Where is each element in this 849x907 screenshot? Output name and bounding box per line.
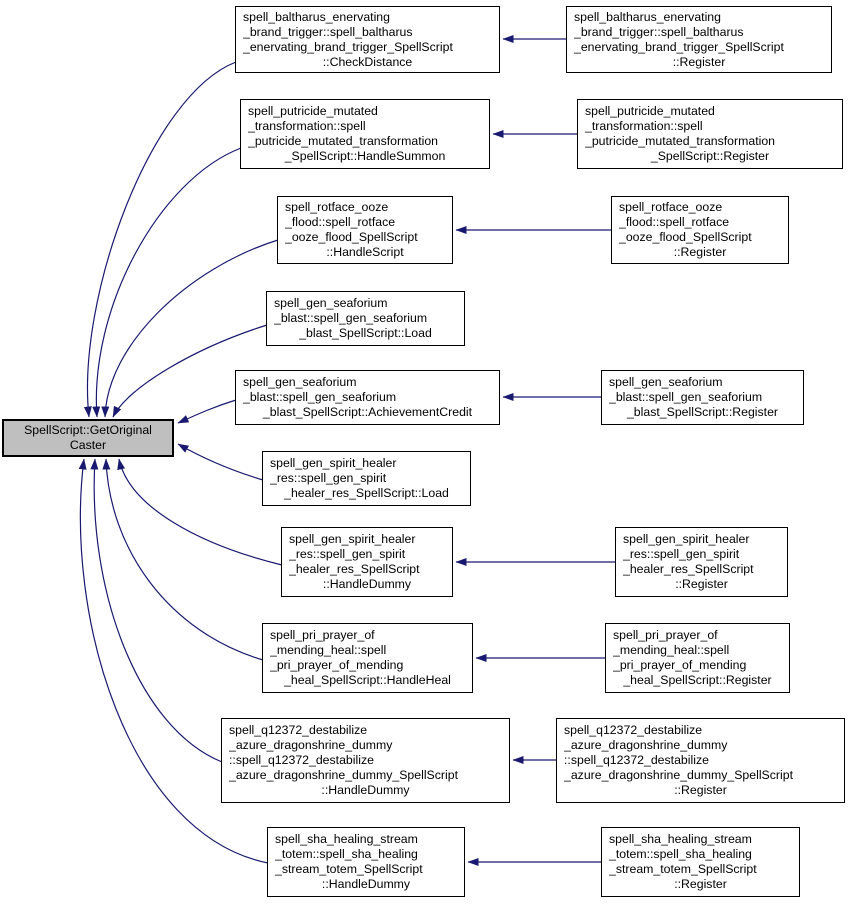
node-label-line: _flood::spell_rotface [619, 215, 730, 229]
node-label-line: spell_q12372_destabilize [229, 723, 368, 737]
node-label-line: spell_baltharus_enervating [243, 9, 390, 24]
node-label-line: _blast_SpellScript::Load [299, 326, 432, 340]
node-label-line: _SpellScript::HandleSummon [284, 149, 446, 163]
node-label-line: ::HandleDummy [322, 577, 412, 591]
graph-node-q12372_handledummy[interactable] [221, 718, 510, 803]
node-label-line: spell_gen_spirit_healer [623, 532, 750, 546]
edge-spirithealer_load-to-getoriginalcaster [178, 444, 263, 480]
node-label-line: _mending_heal::spell [613, 643, 730, 657]
node-label-line: _healer_res_SpellScript::Load [284, 486, 449, 500]
node-label-line: spell_rotface_ooze [619, 200, 723, 214]
node-label-line: _heal_SpellScript::Register [623, 673, 772, 687]
node-label-line: _res::spell_gen_spirit [289, 547, 406, 561]
node-label-line: _flood::spell_rotface [285, 215, 396, 229]
node-label-line: _totem::spell_sha_healing [609, 847, 752, 861]
node-label-line: _blast::spell_gen_seaforium [274, 311, 428, 325]
node-label-line: spell_pri_prayer_of [613, 628, 718, 642]
node-label-line: _healer_res_SpellScript [289, 562, 420, 576]
graph-node-seaforium_register[interactable] [601, 370, 804, 425]
node-label-line: ::spell_q12372_destabilize [564, 753, 709, 767]
node-label-line: _azure_dragonshrine_dummy [229, 738, 393, 752]
node-label-line: spell_gen_seaforium [243, 375, 357, 389]
node-label-line: _healer_res_SpellScript [623, 562, 754, 576]
graph-node-sha_handledummy[interactable] [267, 827, 465, 897]
edge-baltharus_checkdistance-to-getoriginalcaster [88, 62, 236, 417]
node-label-line: _enervating_brand_trigger_SpellScript [243, 39, 453, 54]
node-label-line: spell_sha_healing_stream [609, 832, 752, 846]
graph-node-rotface_handlescript[interactable] [277, 196, 453, 264]
edge-prayer_handleheal-to-getoriginalcaster [106, 459, 263, 660]
node-label-line: ::Register [674, 877, 727, 891]
edge-putricide_handlesummon-to-getoriginalcaster [96, 148, 241, 417]
node-label-line: spell_putricide_mutated [585, 104, 715, 118]
edge-seaforium_achievementcredit-to-getoriginalcaster [178, 400, 236, 423]
node-label-line: _stream_totem_SpellScript [275, 862, 423, 876]
node-label-line: _putricide_mutated_transformation [248, 134, 439, 148]
node-label-line: _res::spell_gen_spirit [270, 471, 387, 485]
graph-node-putricide_register[interactable] [577, 99, 843, 169]
node-label-line: _ooze_flood_SpellScript [619, 230, 752, 244]
node-label-line: _mending_heal::spell [270, 643, 387, 657]
node-label-line: _blast_SpellScript::Register [626, 405, 779, 419]
node-label-line: spell_putricide_mutated [248, 104, 378, 118]
node-label-line: spell_q12372_destabilize [564, 723, 703, 737]
edge-spirithealer_handledummy-to-getoriginalcaster [119, 459, 282, 565]
graph-node-q12372_register[interactable] [556, 718, 845, 803]
graph-node-spirithealer_handledummy[interactable] [281, 527, 453, 597]
node-label-line: _res::spell_gen_spirit [623, 547, 740, 561]
node-label-line: ::HandleDummy [321, 877, 411, 891]
node-label-line: ::CheckDistance [322, 54, 413, 69]
node-label-line: ::Register [674, 783, 727, 797]
node-label-line: ::Register [672, 54, 726, 69]
node-label-line: _ooze_flood_SpellScript [285, 230, 418, 244]
node-label-line: _blast::spell_gen_seaforium [609, 390, 763, 404]
node-label-line: _azure_dragonshrine_dummy_SpellScript [229, 768, 458, 782]
node-label-line: ::spell_q12372_destabilize [229, 753, 374, 767]
node-label-line: _heal_SpellScript::HandleHeal [284, 673, 451, 687]
graph-node-baltharus_checkdistance[interactable] [235, 6, 500, 73]
node-label-line: SpellScript::GetOriginal [24, 423, 152, 437]
graph-node-sha_register[interactable] [601, 827, 800, 897]
node-label-line: _azure_dragonshrine_dummy_SpellScript [564, 768, 793, 782]
node-label-line: spell_rotface_ooze [285, 200, 389, 214]
graph-node-putricide_handlesummon[interactable] [240, 99, 490, 169]
graph-node-spirithealer_load[interactable] [262, 451, 471, 506]
graph-node-prayer_handleheal[interactable] [262, 623, 473, 693]
graph-node-seaforium_load[interactable] [266, 291, 465, 346]
graph-node-prayer_register[interactable] [605, 623, 790, 693]
node-label-line: _SpellScript::Register [650, 149, 770, 163]
node-label-line: _transformation::spell [585, 119, 703, 133]
node-label-line: ::Register [673, 245, 727, 259]
node-label-line: _blast_SpellScript::AchievementCredit [262, 405, 473, 419]
node-label-line: _brand_trigger::spell_baltharus [243, 24, 413, 39]
node-label-line: _pri_prayer_of_mending [613, 658, 747, 672]
edge-q12372_handledummy-to-getoriginalcaster [94, 459, 222, 762]
graph-node-getoriginalcaster[interactable] [2, 419, 174, 457]
graph-node-seaforium_achievementcredit[interactable] [235, 370, 500, 425]
node-label-line: spell_gen_seaforium [274, 296, 388, 310]
node-label-line: spell_pri_prayer_of [270, 628, 375, 642]
node-label-line: _pri_prayer_of_mending [270, 658, 404, 672]
node-label-line: _enervating_brand_trigger_SpellScript [574, 39, 784, 54]
node-label-line: Caster [69, 438, 107, 452]
node-label-line: _azure_dragonshrine_dummy [564, 738, 728, 752]
node-label-line: spell_gen_spirit_healer [289, 532, 416, 546]
node-label-line: spell_baltharus_enervating [574, 9, 721, 24]
node-label-line: _totem::spell_sha_healing [275, 847, 418, 861]
node-label-line: ::HandleScript [326, 245, 404, 259]
graph-node-spirithealer_register[interactable] [615, 527, 788, 597]
node-label-line: ::Register [675, 577, 728, 591]
node-label-line: spell_sha_healing_stream [275, 832, 418, 846]
node-label-line: spell_gen_spirit_healer [270, 456, 397, 470]
node-label-line: _brand_trigger::spell_baltharus [574, 24, 744, 39]
graph-node-rotface_register[interactable] [611, 196, 789, 264]
node-label-line: _putricide_mutated_transformation [585, 134, 776, 148]
graph-node-baltharus_register[interactable] [566, 6, 832, 73]
node-label-line: _blast::spell_gen_seaforium [243, 390, 397, 404]
node-label-line: ::HandleDummy [321, 783, 410, 797]
node-label-line: _transformation::spell [248, 119, 366, 133]
node-label-line: spell_gen_seaforium [609, 375, 723, 389]
node-label-line: _stream_totem_SpellScript [609, 862, 757, 876]
